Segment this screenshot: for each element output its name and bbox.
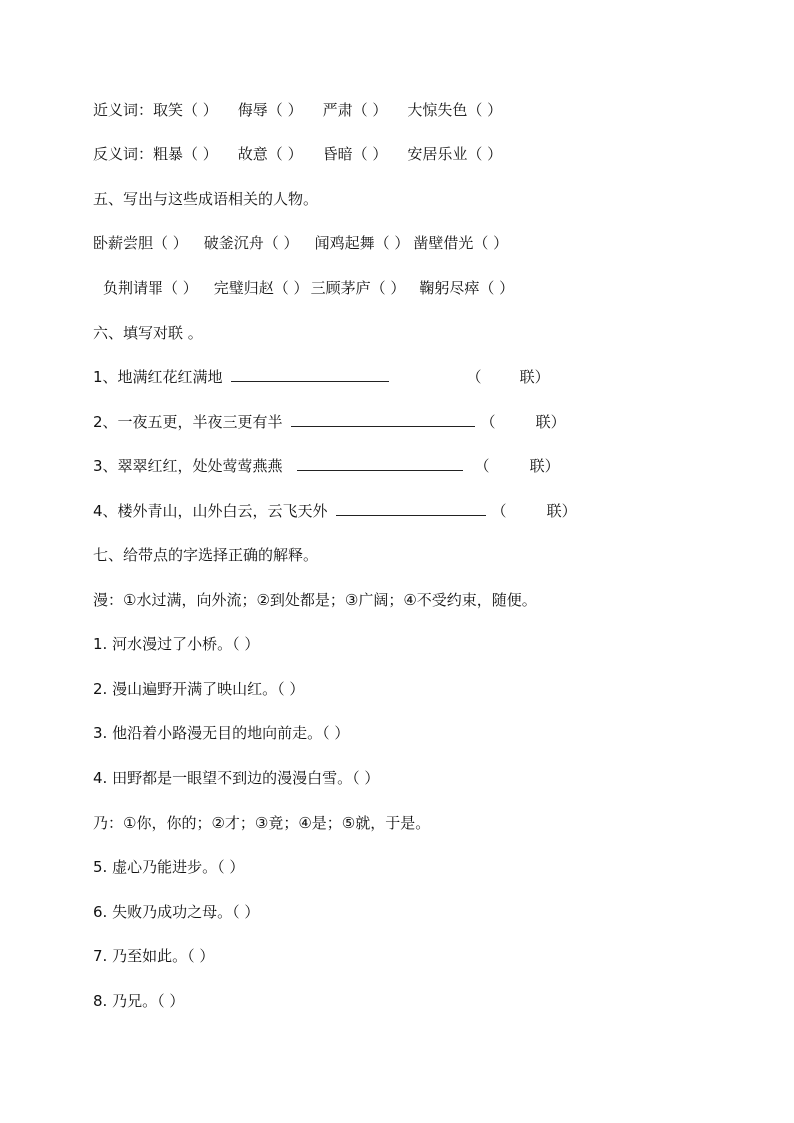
- couplet-lian-label: 联）: [529, 457, 560, 475]
- question-item: 2. 漫山遍野开满了映山红。（ ）: [93, 680, 305, 698]
- question-item: 7. 乃至如此。（ ）: [93, 947, 215, 965]
- couplet-open-paren: （: [491, 502, 507, 520]
- synonym-item: 取笑（ ）: [153, 101, 218, 119]
- idiom-item: 完璧归赵（ ）: [213, 279, 309, 297]
- answer-blank[interactable]: [336, 501, 486, 516]
- couplet-text: 1、地满红花红满地: [93, 368, 223, 386]
- antonyms-label: 反义词：: [93, 145, 154, 163]
- synonyms-label: 近义词：: [93, 101, 154, 119]
- synonym-item: 侮辱（ ）: [237, 101, 303, 119]
- man-definition: 漫：①水过满，向外流；②到处都是；③广阔；④不受约束，随便。: [93, 591, 537, 609]
- couplet-text: 2、一夜五更，半夜三更有半: [93, 413, 283, 431]
- synonyms-line: [93, 99, 502, 121]
- couplet-lian-label: 联）: [535, 413, 566, 431]
- couplet-lian-label: 联）: [546, 502, 577, 520]
- couplet-text: 3、翠翠红红，处处莺莺燕燕: [93, 457, 283, 475]
- synonym-item: 严肃（ ）: [322, 101, 388, 119]
- question-item: 3. 他沿着小路漫无目的地向前走。（ ）: [93, 724, 350, 742]
- idiom-item: 闻鸡起舞（ ）: [314, 234, 410, 252]
- couplet-lian-label: 联）: [519, 368, 550, 386]
- section7-title: 七、给带点的字选择正确的解释。: [93, 546, 319, 564]
- couplet-open-paren: （: [474, 457, 490, 475]
- couplet-open-paren: （: [466, 368, 482, 386]
- section5-title: 五、写出与这些成语相关的人物。: [93, 190, 319, 208]
- question-item: 6. 失败乃成功之母。（ ）: [93, 903, 260, 921]
- section5-row2: [103, 277, 514, 299]
- antonym-item: 粗暴（ ）: [153, 145, 218, 163]
- question-item: 4. 田野都是一眼望不到边的漫漫白雪。（ ）: [93, 769, 380, 787]
- couplet-row: [93, 411, 566, 433]
- question-item: 5. 虚心乃能进步。（ ）: [93, 858, 245, 876]
- idiom-item: 鞠躬尽瘁（ ）: [419, 279, 515, 297]
- idiom-item: 负荆请罪（ ）: [103, 279, 198, 297]
- couplet-row: [93, 366, 550, 388]
- nai-definition: 乃：①你，你的；②才；③竟；④是；⑤就，于是。: [93, 814, 431, 832]
- question-item: 1. 河水漫过了小桥。（ ）: [93, 635, 260, 653]
- idiom-item: 凿壁借光（ ）: [413, 234, 509, 252]
- synonym-item: 大惊失色（ ）: [407, 101, 503, 119]
- section6-title: 六、填写对联 。: [93, 324, 203, 342]
- answer-blank[interactable]: [297, 456, 463, 471]
- answer-blank[interactable]: [291, 412, 475, 427]
- section5-row1: [93, 232, 508, 254]
- question-item: 8. 乃兄。（ ）: [93, 992, 185, 1010]
- idiom-item: 三顾茅庐（ ）: [310, 279, 406, 297]
- antonym-item: 安居乐业（ ）: [407, 145, 503, 163]
- couplet-text: 4、楼外青山，山外白云，云飞天外: [93, 502, 328, 520]
- antonym-item: 昏暗（ ）: [322, 145, 388, 163]
- couplet-row: [93, 500, 577, 522]
- antonym-item: 故意（ ）: [237, 145, 303, 163]
- couplet-open-paren: （: [480, 413, 496, 431]
- idiom-item: 卧薪尝胆（ ）: [93, 234, 188, 252]
- couplet-row: [93, 455, 560, 477]
- antonyms-line: [93, 143, 502, 165]
- answer-blank[interactable]: [231, 367, 389, 382]
- idiom-item: 破釜沉舟（ ）: [203, 234, 299, 252]
